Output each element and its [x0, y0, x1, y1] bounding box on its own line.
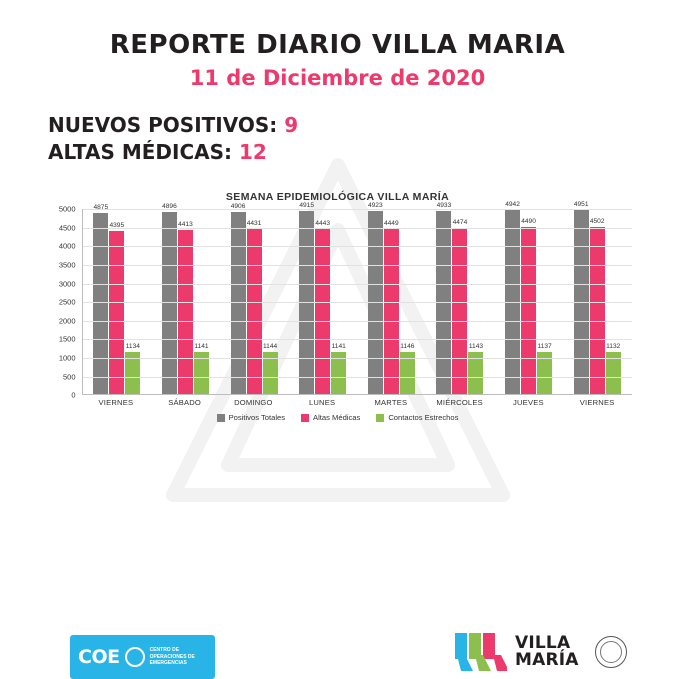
bar-value-label: 4449: [383, 219, 399, 227]
y-axis-tick-label: 1000: [58, 353, 76, 363]
y-axis-tick-label: 2500: [58, 297, 76, 307]
summary-new-positives-value: 9: [284, 113, 299, 137]
coe-ring-icon: [125, 647, 145, 667]
legend-item: [217, 413, 285, 422]
bar: [246, 220, 262, 394]
y-axis-tick-label: 3000: [58, 279, 76, 289]
bar-value-label: 4951: [573, 201, 589, 209]
villa-maria-line-2: MARÍA: [515, 650, 579, 670]
gridline: [83, 377, 632, 378]
bar-value-label: 1143: [468, 342, 484, 350]
bar: [521, 218, 536, 394]
coe-sub-line-3: EMERGENCIAS: [149, 660, 187, 667]
y-axis-tick-label: 0: [71, 390, 76, 400]
summary-new-positives-label: NUEVOS POSITIVOS:: [48, 113, 278, 137]
chart-plot-wrapper: [38, 201, 638, 400]
summary-discharges: [48, 139, 675, 166]
x-axis-tick-label: SÁBADO: [168, 398, 202, 408]
summary-discharges-value: 12: [238, 139, 267, 164]
bar-value-label: 4923: [367, 202, 383, 210]
legend-item: [376, 413, 458, 422]
gridline: [83, 358, 632, 359]
legend-label: Altas Médicas: [313, 413, 361, 423]
city-seal-icon: [595, 636, 627, 668]
summary-block: [0, 112, 675, 165]
bar-value-label: 4942: [505, 201, 520, 209]
bar-value-label: 1132: [606, 343, 621, 351]
y-axis: [38, 204, 80, 400]
coe-sub-line-1: CENTRO DE: [149, 646, 180, 653]
bar-value-label: 4933: [436, 201, 452, 209]
gridline: [83, 265, 632, 266]
legend-label: Contactos Estrechos: [388, 413, 459, 423]
coe-sub-line-2: OPERACIONES DE: [149, 653, 195, 660]
report-date: 11 de Diciembre de 2020: [189, 66, 486, 90]
y-axis-tick-label: 2000: [58, 316, 76, 326]
bar-value-label: 4413: [178, 221, 193, 229]
coe-logo: [70, 635, 215, 679]
bar: [178, 221, 193, 394]
bar-value-label: 4906: [230, 202, 246, 210]
y-axis-tick-label: 4500: [58, 223, 76, 233]
plot-area: [82, 201, 632, 395]
page-title: REPORTE DIARIO VILLA MARIA: [109, 30, 566, 60]
legend-swatch: [376, 414, 384, 422]
bar-value-label: 1141: [194, 342, 209, 350]
x-axis-tick-label: DOMINGO: [234, 398, 273, 408]
summary-discharges-label: ALTAS MÉDICAS:: [48, 139, 233, 164]
villa-maria-mark-icon: [455, 633, 507, 671]
y-axis-tick-label: 1500: [58, 334, 76, 344]
legend-label: Positivos Totales: [228, 413, 286, 423]
legend-item: [301, 413, 360, 422]
villa-maria-line-1: VILLA: [515, 632, 571, 653]
x-axis-tick-label: VIERNES: [98, 398, 134, 408]
gridline: [83, 302, 632, 303]
y-axis-tick-label: 5000: [58, 204, 76, 214]
bar-value-label: 4896: [162, 203, 177, 211]
gridline: [83, 339, 632, 340]
villa-maria-logo: [455, 633, 627, 671]
gridline: [83, 209, 632, 210]
bar: [452, 218, 468, 394]
x-axis: [82, 398, 632, 407]
chart-legend: [38, 413, 638, 422]
x-axis-tick-label: VIERNES: [579, 398, 615, 408]
bar: [109, 221, 125, 394]
bar-value-label: 1137: [537, 342, 552, 350]
bar-value-label: 4474: [452, 218, 468, 226]
bar-value-label: 1144: [262, 342, 278, 350]
bar-value-label: 4875: [93, 203, 109, 211]
y-axis-tick-label: 500: [62, 372, 76, 382]
bar: [383, 219, 399, 395]
bar-value-label: 4443: [315, 219, 331, 227]
bar-value-label: 1134: [125, 343, 140, 351]
gridline: [83, 284, 632, 285]
villa-maria-wordmark: [515, 632, 579, 670]
x-axis-tick-label: MIÉRCOLES: [436, 398, 483, 408]
x-axis-tick-label: LUNES: [308, 398, 336, 408]
coe-logo-subtitle: [150, 647, 195, 667]
coe-logo-word: COE: [78, 646, 120, 668]
chart-title: SEMANA EPIDEMIOLÓGICA VILLA MARÍA: [225, 191, 450, 204]
y-axis-tick-label: 4000: [58, 241, 76, 251]
y-axis-tick-label: 3500: [58, 260, 76, 270]
epidemiological-week-chart: [38, 191, 638, 426]
gridline: [83, 246, 632, 247]
bar-value-label: 4502: [589, 217, 605, 225]
bar-value-label: 4395: [109, 221, 125, 229]
gridline: [83, 228, 632, 229]
x-axis-tick-label: MARTES: [374, 398, 408, 408]
gridline: [83, 321, 632, 322]
bar-value-label: 4915: [299, 202, 315, 210]
legend-swatch: [301, 414, 309, 422]
summary-new-positives: [48, 112, 675, 139]
bar: [93, 203, 109, 394]
bar: [315, 219, 331, 394]
bar-value-label: 1146: [400, 342, 415, 350]
report-header: [0, 0, 675, 90]
bar: [589, 217, 605, 394]
bar-value-label: 4431: [246, 220, 262, 228]
x-axis-tick-label: JUEVES: [513, 398, 544, 408]
legend-swatch: [217, 414, 225, 422]
bar-value-label: 1141: [331, 342, 346, 350]
bar-value-label: 4490: [521, 218, 536, 226]
